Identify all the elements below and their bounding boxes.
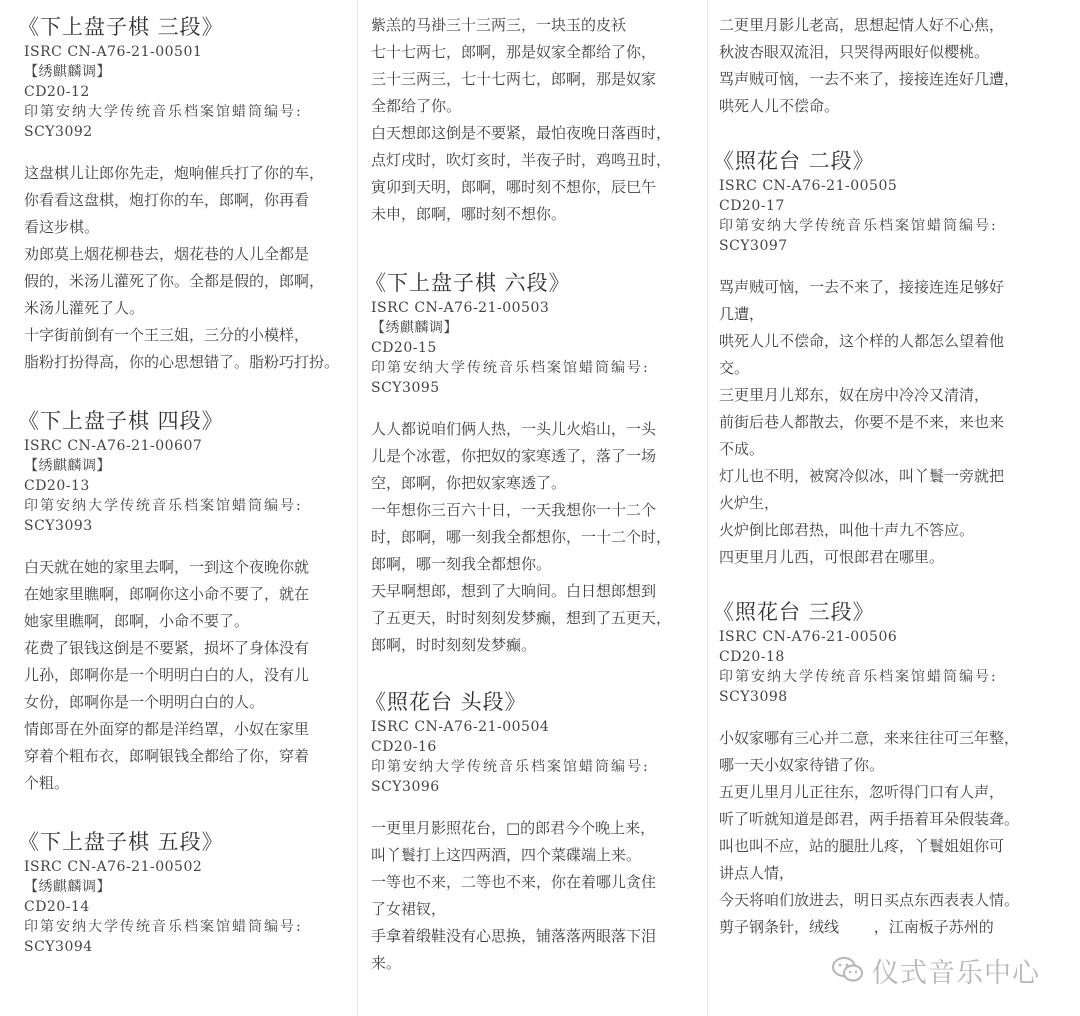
archive-label: 印第安纳大学传统音乐档案馆蜡筒编号: [371,360,650,376]
archive-label: 印第安纳大学传统音乐档案馆蜡筒编号: [24,104,303,120]
lyrics-block [719,12,1059,120]
lyric-line: 人人都说咱们俩人热，一头儿火焰山，一头 [371,420,657,438]
cd-track: CD20-18 [719,649,785,665]
song-title: 《照花台 三段》 [713,600,875,624]
lyric-line: 白天就在她的家里去啊，一到这个夜晚你就 [24,558,310,576]
archive-number: SCY3096 [371,779,440,795]
lyrics-block [371,416,701,659]
lyric-line: 花费了银钱这倒是不要紧，损坏了身体没有 [24,639,310,657]
lyric-line: 手拿着缎鞋没有心思换，铺落落两眼落下泪 [371,927,657,945]
tune-name: 【绣麒麟调】 [24,64,111,80]
lyric-line: 情郎哥在外面穿的都是洋绉罩，小奴在家里 [24,720,310,738]
archive-label: 印第安纳大学传统音乐档案馆蜡筒编号: [719,669,998,685]
lyric-line: 哄死人儿不偿命，这个样的人都怎么望着他 [719,332,1005,350]
lyric-line: 前街后巷人都散去，你要不是不来，来也来 [719,413,1005,431]
lyric-line: 五更儿里月儿正往东，忽听得门口有人声， [719,783,1005,801]
lyrics-block [719,725,1059,941]
cd-track: CD20-15 [371,340,437,356]
lyric-line: 火炉生， [719,494,780,512]
isrc-code: ISRC CN-A76-21-00504 [371,719,550,735]
lyric-line: 火炉倒比郎君热，叫他十声九不答应。 [719,521,975,539]
song-section [18,827,354,957]
lyric-line: 一更里月影照花台，□的郎君今个晚上来， [371,819,656,837]
lyric-line: 米汤儿灌死了人。 [24,299,145,317]
tune-name: 【绣麒麟调】 [24,458,111,474]
lyric-line: 几遭， [719,305,765,323]
lyric-line: 四更里月儿西，可恨郎君在哪里。 [719,548,945,566]
lyric-line: 一年想你三百六十日，一天我想你一十二个 [371,501,657,519]
lyrics-block [371,815,701,977]
cd-track: CD20-13 [24,478,90,494]
isrc-code: ISRC CN-A76-21-00506 [719,629,898,645]
lyric-line: 在她家里瞧啊，郎啊你这小命不要了，就在 [24,585,310,603]
lyric-line: 未申，郎啊，哪时刻不想你。 [371,205,567,223]
lyric-line: 来。 [371,954,402,972]
lyric-line: 一等也不来，二等也不来，你在着哪儿贪住 [371,873,657,891]
isrc-code: ISRC CN-A76-21-00502 [24,859,203,875]
isrc-code: ISRC CN-A76-21-00503 [371,300,550,316]
column-divider [357,0,358,1016]
lyric-line: 骂声贼可恼，一去不来了，接接连连好几遭， [719,70,1020,88]
lyric-line: 劝郎莫上烟花柳巷去，烟花巷的人儿全都是 [24,245,310,263]
column-2 [365,0,701,977]
lyric-line: 秋波杏眼双流泪，只哭得两眼好似樱桃。 [719,43,990,61]
lyrics-block [371,12,701,228]
lyric-line: 点灯戌时，吹灯亥时，半夜子时，鸡鸣丑时， [371,151,672,169]
song-title: 《照花台 头段》 [365,690,527,714]
lyric-line: 小奴家哪有三心并二意，来来往往可三年整， [719,729,1020,747]
lyric-line: 叫丫鬟打上这四两酒，四个菜碟端上来。 [371,846,642,864]
lyric-line: 了五更天，时时刻刻发梦癫，想到了五更天， [371,609,672,627]
lyric-line: 个粗。 [24,774,70,792]
column-3 [713,0,1059,941]
lyric-line: 郎啊，哪一刻我全都想你。 [371,555,552,573]
lyric-line: 二更里月影儿老高，思想起情人好不心焦， [719,16,1005,34]
song-section [365,268,701,659]
lyric-line: 交。 [719,359,750,377]
song-section [365,687,701,977]
song-title: 《下上盘子棋 三段》 [18,15,224,39]
lyric-line: 空，郎啊，你把奴家寒透了。 [371,474,567,492]
archive-number: SCY3093 [24,518,93,534]
cd-track: CD20-16 [371,739,437,755]
column-1 [18,0,354,957]
lyric-line: 寅卯到天明，郎啊，哪时刻不想你，辰巳午 [371,178,657,196]
watermark [832,950,1040,990]
archive-label: 印第安纳大学传统音乐档案馆蜡筒编号: [371,759,650,775]
lyric-line: 郎啊，时时刻刻发梦癫。 [371,636,537,654]
song-section [713,597,1059,941]
isrc-code: ISRC CN-A76-21-00501 [24,44,203,60]
cd-track: CD20-17 [719,198,785,214]
song-continuation [371,12,701,228]
lyric-line: 了女裙钗， [371,900,447,918]
archive-label: 印第安纳大学传统音乐档案馆蜡筒编号: [719,218,998,234]
lyric-line: 七十七两七，郎啊，那是奴家全都给了你， [371,43,657,61]
song-title: 《下上盘子棋 五段》 [18,830,224,854]
lyric-line: 这盘棋儿让郎你先走，炮响催兵打了你的车， [24,164,325,182]
lyric-line: 看这步棋。 [24,218,100,236]
lyric-line: 全都给了你。 [371,97,462,115]
lyrics-block [24,554,354,797]
cd-track: CD20-12 [24,84,90,100]
lyric-line: 哪一天小奴家待错了你。 [719,756,885,774]
song-title: 《下上盘子棋 六段》 [365,271,571,295]
lyric-line: 脂粉打扮得高，你的心思想错了。脂粉巧打扮。 [24,353,340,371]
isrc-code: ISRC CN-A76-21-00505 [719,178,898,194]
lyric-line: 今天将咱们放进去，明日买点东西表表人情。 [719,891,1020,909]
lyric-line: 剪子钢条针，绒线 ，江南板子苏州的 [719,918,994,936]
lyric-line: 骂声贼可恼，一去不来了，接接连连足够好 [719,278,1005,296]
lyric-line: 三更里月儿郑东，奴在房中冷冷又清清， [719,386,990,404]
lyric-line: 紫羔的马褂三十三两三，一块玉的皮袄 [371,16,627,34]
archive-label: 印第安纳大学传统音乐档案馆蜡筒编号: [24,498,303,514]
lyric-line: 时，郎啊，哪一刻我全都想你，一十二个时， [371,528,672,546]
lyric-line: 天早啊想郎，想到了大晌间。白日想郎想到 [371,582,657,600]
song-section [18,406,354,797]
lyric-line: 她家里瞧啊，郎啊，小命不要了。 [24,612,250,630]
archive-number: SCY3095 [371,380,440,396]
lyric-line: 哄死人儿不偿命。 [719,97,840,115]
lyric-line: 十字街前倒有一个王三姐，三分的小模样， [24,326,310,344]
archive-number: SCY3098 [719,689,788,705]
song-section [713,146,1059,571]
watermark-text: 仪式音乐中心 [872,957,1040,989]
song-title: 《照花台 二段》 [713,149,875,173]
lyrics-block [24,160,354,376]
lyric-line: 白天想郎这倒是不要紧，最怕夜晚日落酉时， [371,124,672,142]
lyric-line: 讲点人情， [719,864,795,882]
tune-name: 【绣麒麟调】 [371,320,458,336]
song-continuation [719,12,1059,120]
archive-label: 印第安纳大学传统音乐档案馆蜡筒编号: [24,919,303,935]
lyric-line: 你看看这盘棋，炮打你的车，郎啊，你再看 [24,191,310,209]
column-divider [707,0,708,1016]
lyric-line: 女份，郎啊你是一个明明白白的人。 [24,693,265,711]
lyric-line: 儿孙，郎啊你是一个明明白白的人，没有儿 [24,666,310,684]
song-title: 《下上盘子棋 四段》 [18,409,224,433]
lyrics-block [719,274,1059,571]
lyric-line: 穿着个粗布衣，郎啊银钱全都给了你，穿着 [24,747,310,765]
cd-track: CD20-14 [24,899,90,915]
lyric-line: 三十三两三，七十七两七，郎啊，那是奴家 [371,70,657,88]
wechat-icon [832,957,864,983]
lyric-line: 灯儿也不明，被窝冷似冰，叫丫鬟一旁就把 [719,467,1005,485]
lyric-line: 叫也叫不应，站的腿肚儿疼，丫鬟姐姐你可 [719,837,1005,855]
lyric-line: 不成。 [719,440,765,458]
lyric-line: 儿是个冰雹，你把奴的家寒透了，落了一场 [371,447,657,465]
isrc-code: ISRC CN-A76-21-00607 [24,438,203,454]
lyric-line: 听了听就知道是郎君，两手捂着耳朵假装聋。 [719,810,1020,828]
tune-name: 【绣麒麟调】 [24,879,111,895]
archive-number: SCY3094 [24,939,93,955]
lyric-line: 假的，米汤儿灌死了你。全都是假的，郎啊， [24,272,325,290]
archive-number: SCY3092 [24,124,93,140]
song-section [18,12,354,376]
archive-number: SCY3097 [719,238,788,254]
